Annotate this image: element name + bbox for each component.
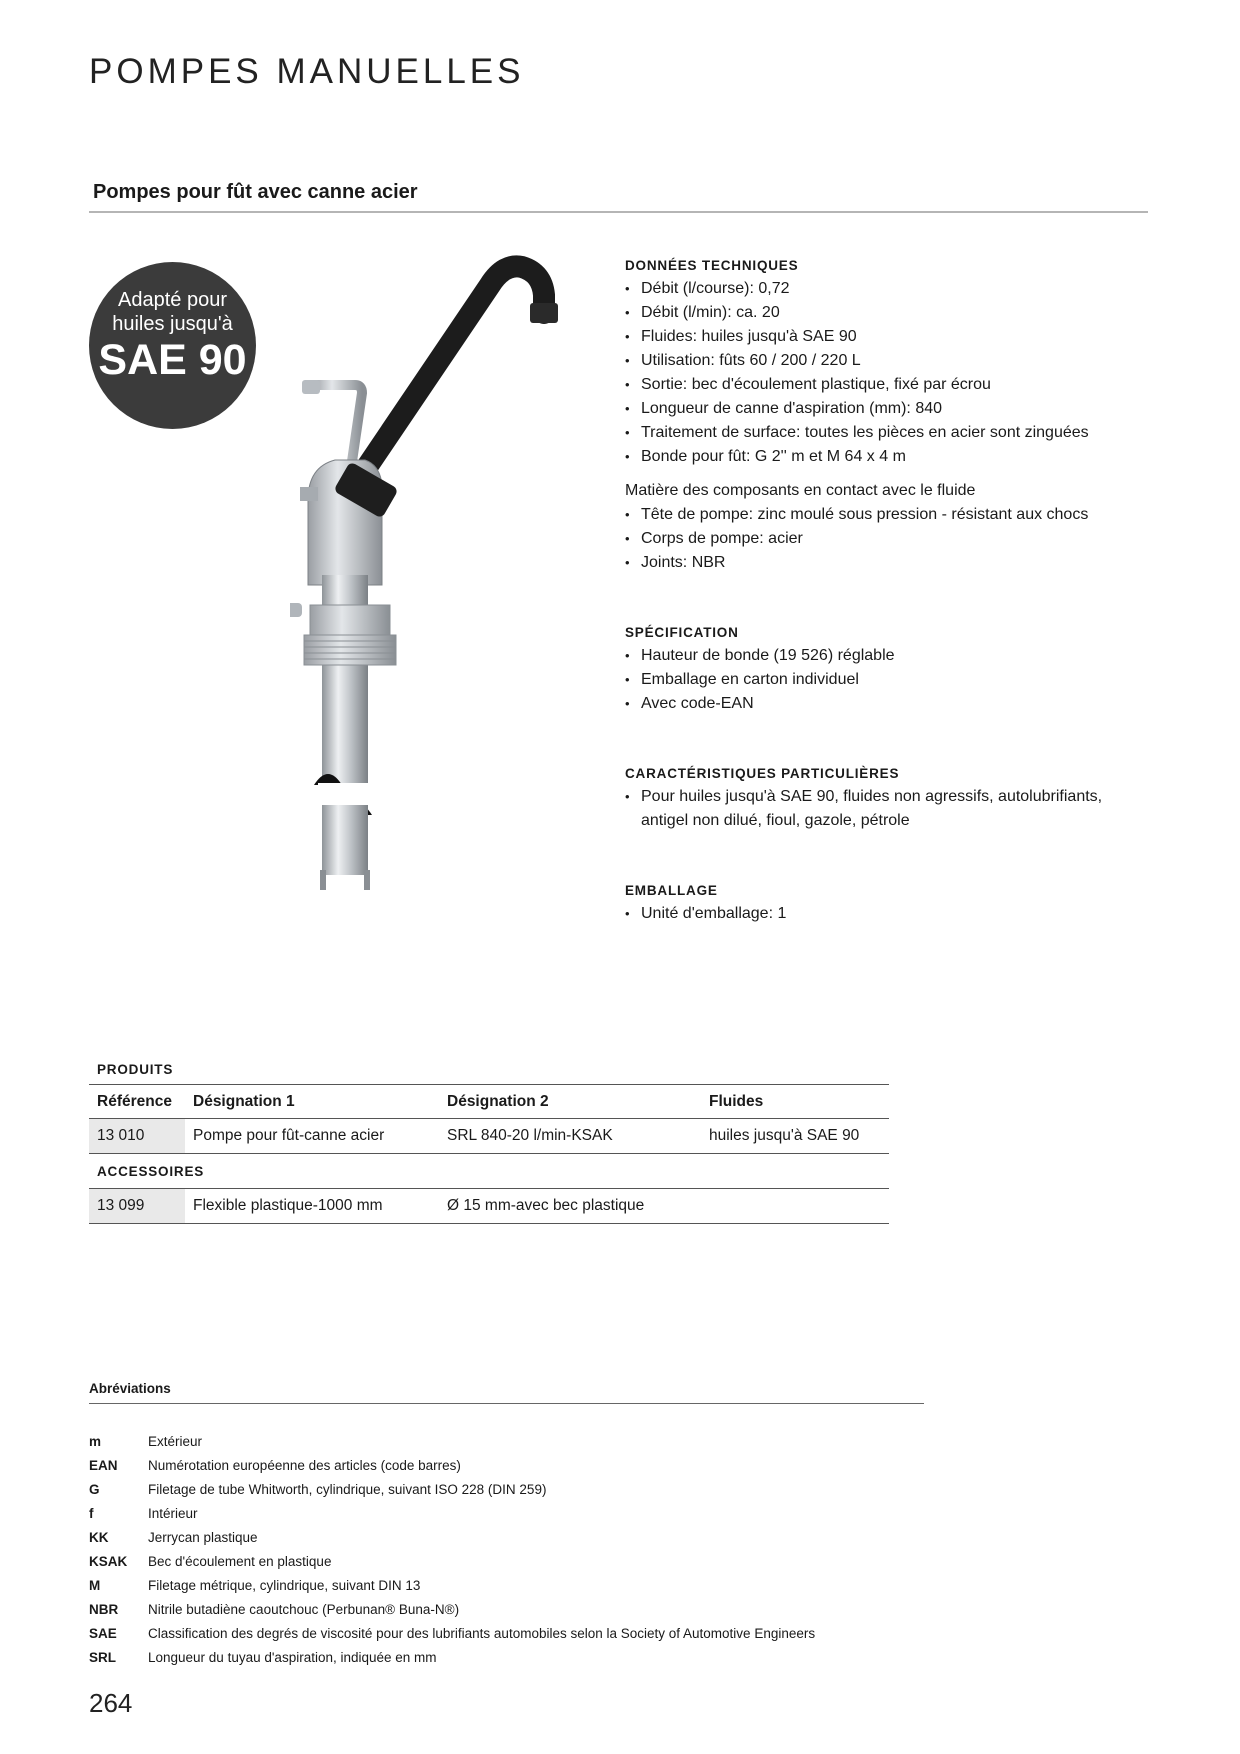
- abbreviation-key: KSAK: [89, 1554, 128, 1569]
- technical-data-heading: DONNÉES TECHNIQUES: [625, 258, 799, 273]
- abbreviation-row: [89, 1502, 924, 1526]
- materials-note: Matière des composants en contact avec le fluide: [625, 482, 976, 499]
- abbreviation-key: EAN: [89, 1458, 118, 1473]
- section-divider: [89, 211, 1148, 213]
- list-item: • Joints: NBR: [625, 551, 1145, 575]
- cell-reference: 13 099: [89, 1189, 185, 1223]
- list-item: • Débit (l/course): 0,72: [625, 277, 1145, 301]
- badge-line-1: Adapté pour: [118, 289, 227, 311]
- abbreviation-value: Numérotation européenne des articles (code barres): [148, 1458, 461, 1473]
- cell-reference: 13 010: [89, 1119, 185, 1153]
- abbreviation-row: [89, 1478, 924, 1502]
- abbreviation-key: f: [89, 1506, 94, 1521]
- badge-grade: SAE 90: [98, 336, 247, 384]
- abbreviation-row: [89, 1646, 924, 1670]
- accessories-heading: ACCESSOIRES: [97, 1164, 205, 1179]
- list-item: • Fluides: huiles jusqu'à SAE 90: [625, 325, 1145, 349]
- list-item: • Sortie: bec d'écoulement plastique, fixé par écrou: [625, 373, 1145, 397]
- column-header-reference: Référence: [97, 1092, 172, 1110]
- column-header-designation-1: Désignation 1: [193, 1092, 295, 1110]
- abbreviation-key: M: [89, 1578, 101, 1593]
- table-row: [89, 1189, 889, 1223]
- abbreviation-value: Bec d'écoulement en plastique: [148, 1554, 332, 1569]
- specification-heading: SPÉCIFICATION: [625, 625, 739, 640]
- list-item: • Avec code-EAN: [625, 692, 1145, 716]
- cell-designation-2: Ø 15 mm-avec bec plastique: [447, 1197, 645, 1214]
- list-item: • Unité d'emballage: 1: [625, 902, 1145, 926]
- abbreviation-key: m: [89, 1434, 102, 1449]
- specs-panel: [625, 258, 1145, 926]
- technical-data-list: [625, 277, 1145, 469]
- abbreviations-divider: [89, 1403, 924, 1404]
- abbreviation-row: [89, 1550, 924, 1574]
- column-header-designation-2: Désignation 2: [447, 1092, 549, 1110]
- pump-product-image: [290, 255, 580, 895]
- cell-designation-1: Flexible plastique-1000 mm: [193, 1197, 383, 1214]
- abbreviation-row: [89, 1622, 924, 1646]
- list-item: • Utilisation: fûts 60 / 200 / 220 L: [625, 349, 1145, 373]
- abbreviation-row: [89, 1598, 924, 1622]
- list-item: • Longueur de canne d'aspiration (mm): 840: [625, 397, 1145, 421]
- abbreviation-value: Nitrile butadiène caoutchouc (Perbunan® Buna-N®): [148, 1602, 460, 1617]
- abbreviation-row: [89, 1526, 924, 1550]
- abbreviation-row: [89, 1430, 924, 1454]
- abbreviation-key: KK: [89, 1530, 109, 1545]
- materials-list: [625, 503, 1145, 575]
- cell-designation-1: Pompe pour fût-canne acier: [193, 1127, 385, 1144]
- cell-fluids: huiles jusqu'à SAE 90: [709, 1127, 860, 1144]
- sae-badge: [89, 262, 256, 429]
- packaging-list: [625, 902, 1145, 926]
- list-item: • Débit (l/min): ca. 20: [625, 301, 1145, 325]
- products-heading: PRODUITS: [97, 1062, 174, 1077]
- list-item: • Bonde pour fût: G 2'' m et M 64 x 4 m: [625, 445, 1145, 469]
- table-header-row: [89, 1085, 889, 1118]
- abbreviation-value: Intérieur: [148, 1506, 198, 1521]
- page-number: 264: [89, 1688, 133, 1718]
- specification-list: [625, 644, 1145, 716]
- table-row: [89, 1119, 889, 1153]
- abbreviation-value: Extérieur: [148, 1434, 203, 1449]
- abbreviation-value: Classification des degrés de viscosité pour des lubrifiants automobiles selon la Society of Automotive Engineers: [148, 1626, 816, 1641]
- list-item: • Pour huiles jusqu'à SAE 90, fluides non agressifs, autolubrifiants, antigel non dilué, fioul, gazole, pétrole: [625, 785, 1145, 833]
- abbreviation-row: [89, 1454, 924, 1478]
- list-item: • Traitement de surface: toutes les pièces en acier sont zinguées: [625, 421, 1145, 445]
- abbreviation-key: SAE: [89, 1626, 117, 1641]
- abbreviation-key: SRL: [89, 1650, 116, 1665]
- abbreviations-section: [89, 1381, 924, 1670]
- abbreviation-key: NBR: [89, 1602, 119, 1617]
- column-header-fluids: Fluides: [709, 1092, 764, 1110]
- packaging-heading: EMBALLAGE: [625, 883, 718, 898]
- abbreviation-value: Jerrycan plastique: [148, 1530, 258, 1545]
- abbreviation-row: [89, 1574, 924, 1598]
- badge-line-2: huiles jusqu'à: [112, 313, 233, 335]
- list-item: • Hauteur de bonde (19 526) réglable: [625, 644, 1145, 668]
- cell-designation-2: SRL 840-20 l/min-KSAK: [447, 1127, 613, 1144]
- list-item: • Corps de pompe: acier: [625, 527, 1145, 551]
- page-title: POMPES MANUELLES: [89, 52, 525, 91]
- table-rule: [89, 1223, 889, 1224]
- abbreviations-title: Abréviations: [89, 1381, 171, 1396]
- abbreviation-key: G: [89, 1482, 100, 1497]
- section-title: Pompes pour fût avec canne acier: [93, 181, 418, 203]
- list-item: • Tête de pompe: zinc moulé sous pression - résistant aux chocs: [625, 503, 1145, 527]
- list-item: • Emballage en carton individuel: [625, 668, 1145, 692]
- products-table: [89, 1058, 889, 1224]
- abbreviation-value: Filetage de tube Whitworth, cylindrique, suivant ISO 228 (DIN 259): [148, 1482, 547, 1497]
- abbreviation-value: Filetage métrique, cylindrique, suivant DIN 13: [148, 1578, 421, 1593]
- abbreviation-value: Longueur du tuyau d'aspiration, indiquée en mm: [148, 1650, 437, 1665]
- features-heading: CARACTÉRISTIQUES PARTICULIÈRES: [625, 766, 900, 781]
- features-list: [625, 785, 1145, 833]
